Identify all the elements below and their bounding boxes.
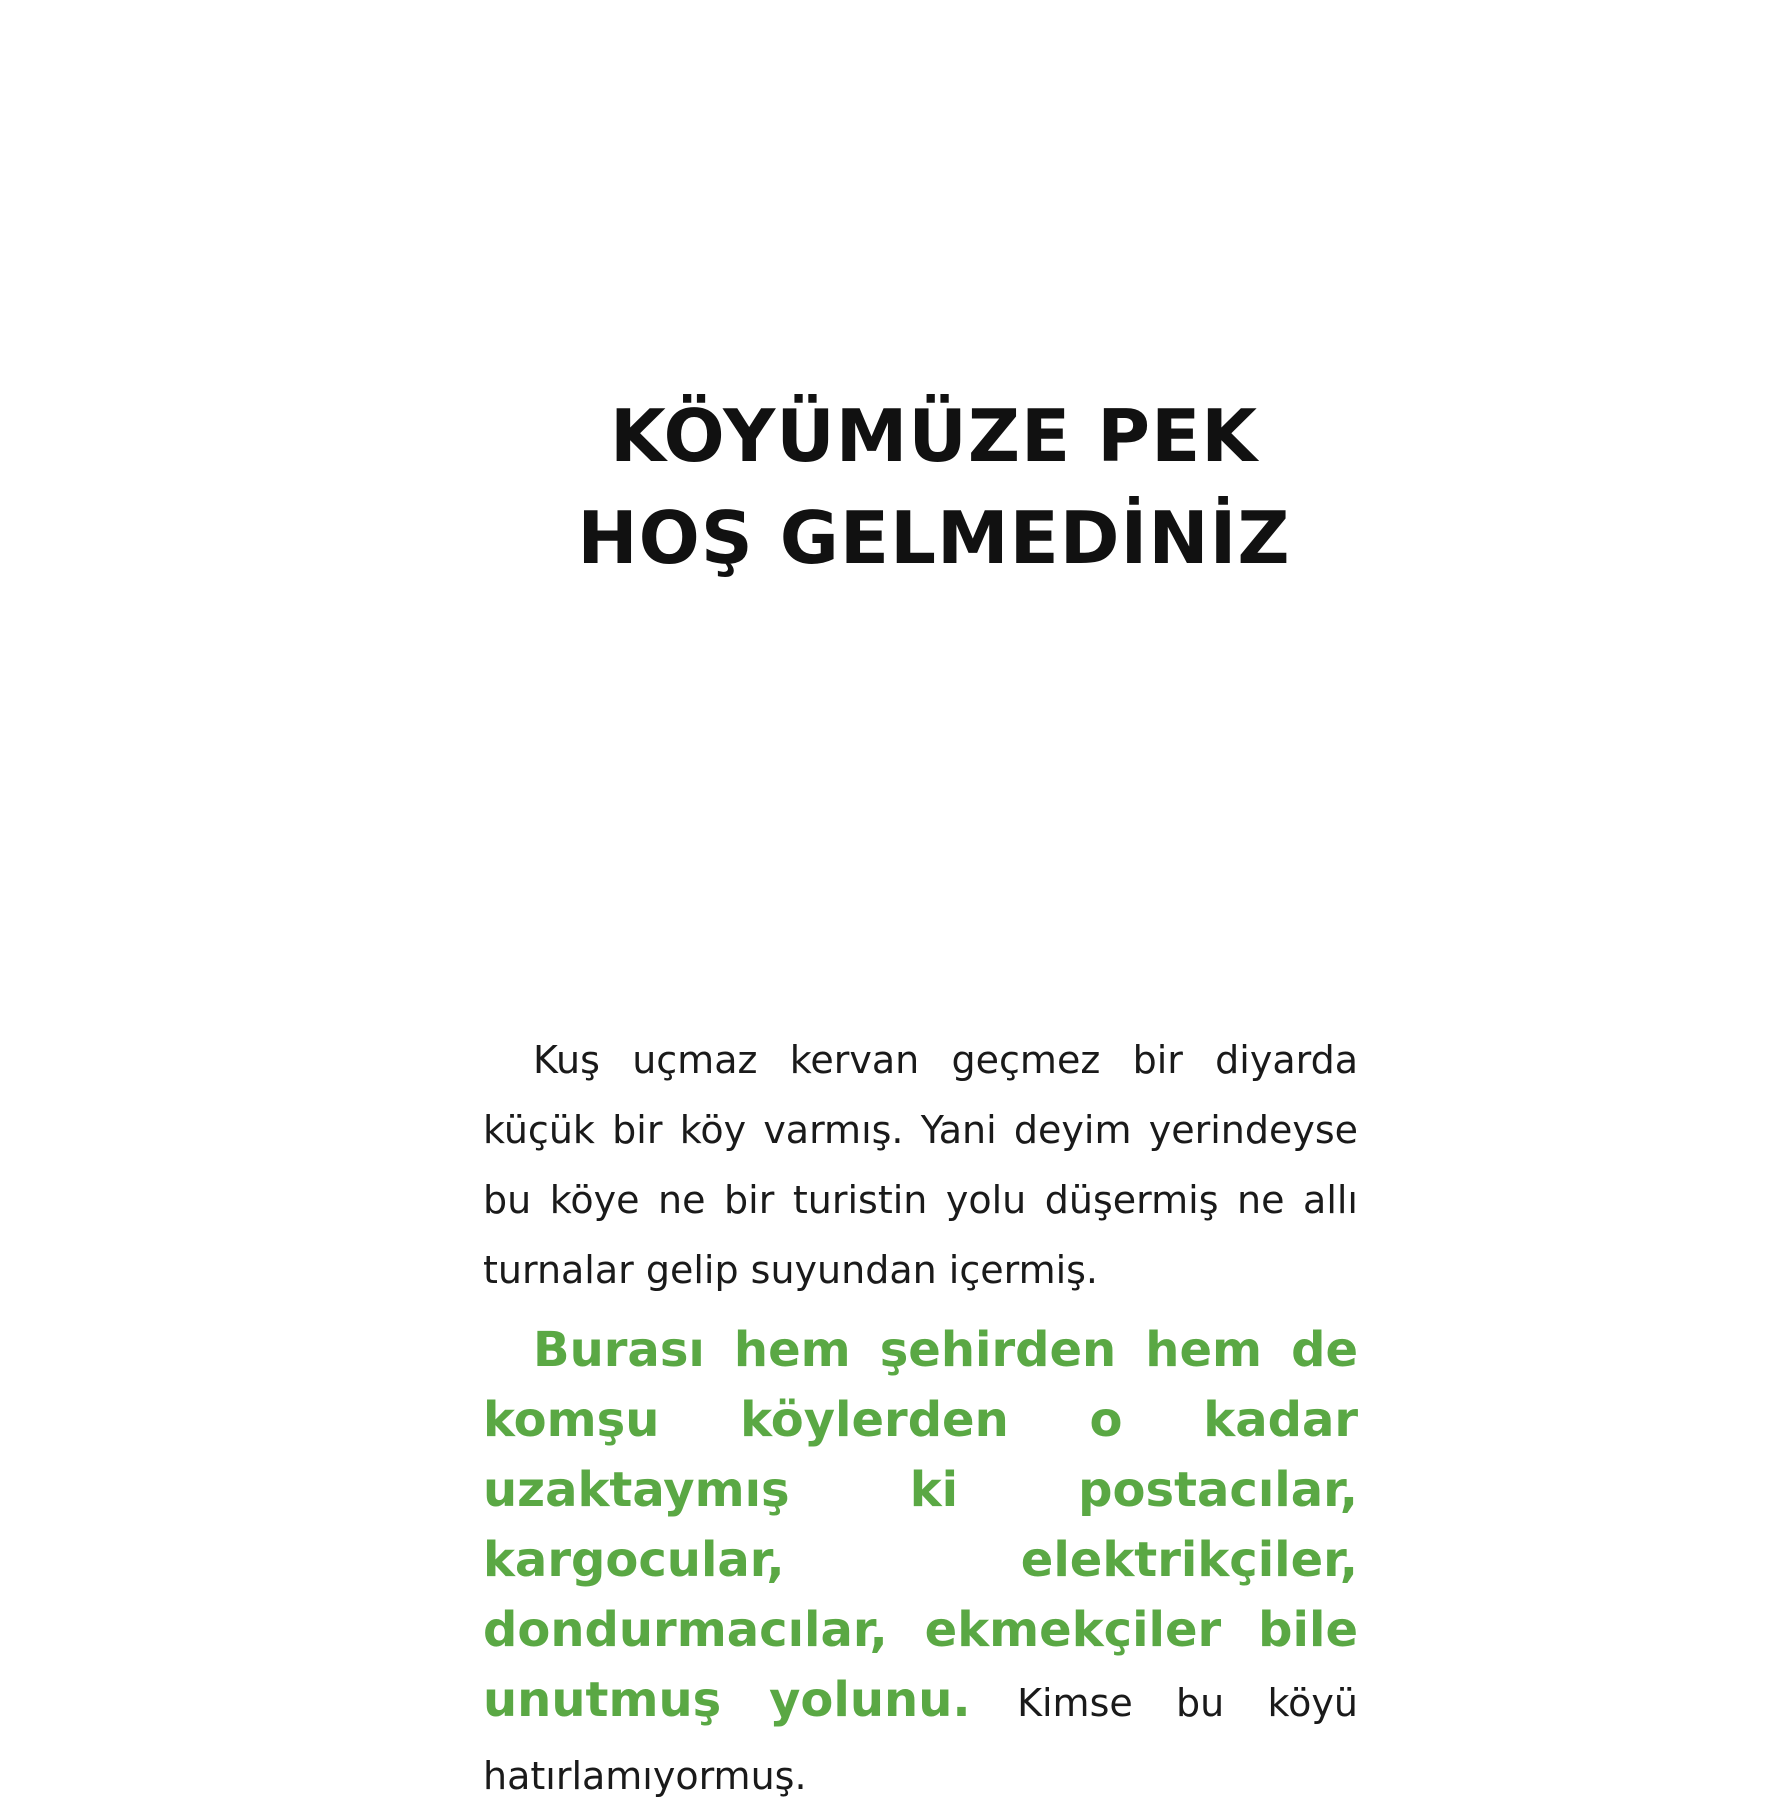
chapter-title-line-2: HOŞ GELMEDİNİZ — [577, 496, 1291, 580]
chapter-title-line-1: KÖYÜMÜZE PEK — [609, 394, 1259, 478]
chapter-title — [470, 385, 1398, 589]
paragraph-2-tail: Kimse bu köyü hatırlamıyormuş. — [483, 1681, 1358, 1798]
story-paragraph-2 — [483, 1315, 1358, 1811]
story-paragraph-1: Kuş uçmaz kervan geçmez bir diyarda küçük bir köy varmış. Yani deyim yerindeyse bu köye ne bir turistin yolu düşermiş ne allı turnalar gelip suyundan içermiş. — [483, 1038, 1358, 1292]
highlighted-sentence: Burası hem şehirden hem de komşu köylerden o kadar uzaktaymış ki postacılar, kargocular, elektrikçiler, dondurmacılar, ekmekçiler bile unutmuş yolunu. — [483, 1322, 1358, 1728]
story-text — [483, 1025, 1358, 1811]
